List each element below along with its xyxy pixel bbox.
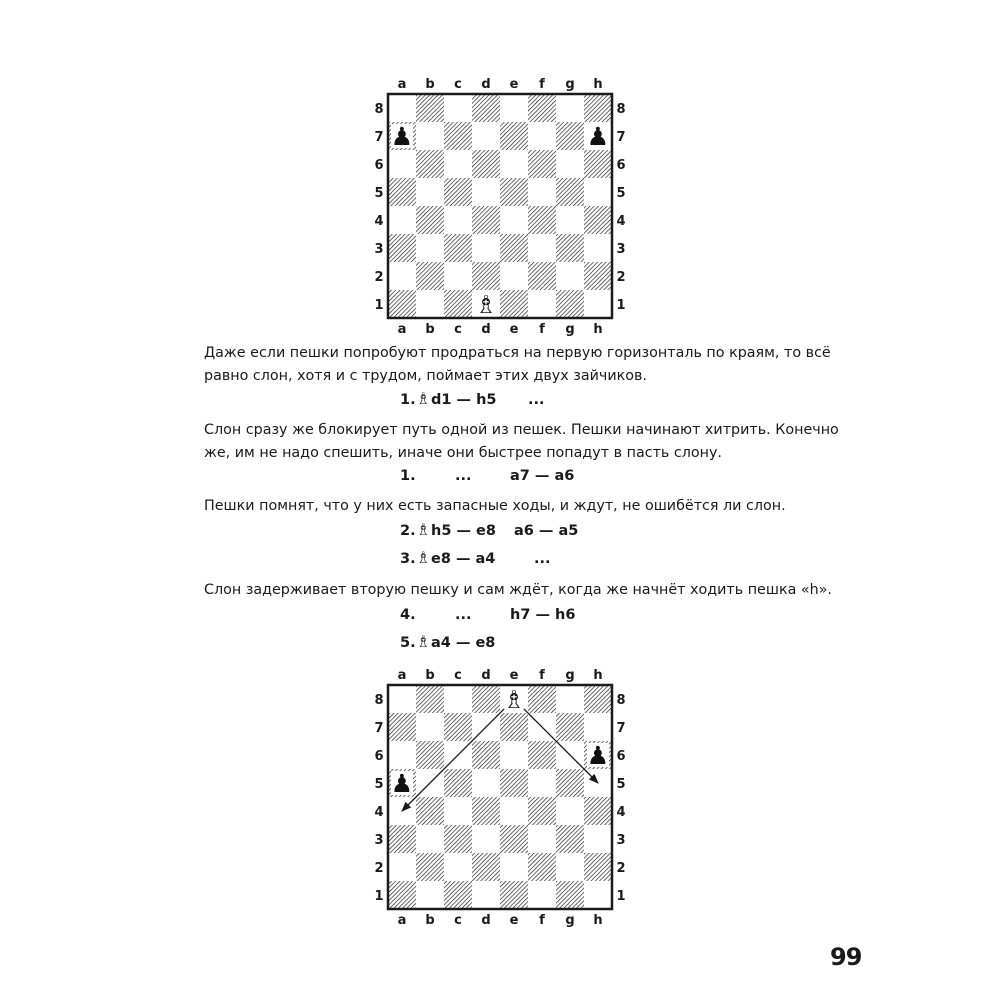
rank-label: 6 [374, 749, 384, 764]
dark-square [388, 881, 416, 909]
light-square [472, 178, 500, 206]
white-move: d1 — h5 [431, 392, 497, 408]
dark-square [528, 94, 556, 122]
light-square [556, 797, 584, 825]
light-square [556, 685, 584, 713]
rank-label: 1 [616, 298, 626, 313]
white-move: ... [455, 468, 472, 484]
file-label: c [454, 77, 462, 92]
bishop-figurine-icon: ♗ [416, 548, 431, 567]
black-move: ... [534, 551, 551, 567]
rank-label: 5 [616, 186, 626, 201]
dark-square [444, 234, 472, 262]
dark-square [528, 741, 556, 769]
light-square [500, 797, 528, 825]
file-label: a [397, 913, 407, 928]
move-number: 4. [400, 607, 416, 623]
white-bishop-icon: ♗ [474, 290, 498, 319]
dark-square [472, 206, 500, 234]
light-square [388, 741, 416, 769]
rank-label: 7 [374, 721, 384, 736]
dark-square [556, 122, 584, 150]
light-square [472, 234, 500, 262]
dark-square [556, 290, 584, 318]
dark-square [556, 769, 584, 797]
light-square [500, 853, 528, 881]
dark-square [528, 853, 556, 881]
light-square [416, 178, 444, 206]
dark-square [500, 825, 528, 853]
light-square [528, 122, 556, 150]
dark-square [528, 262, 556, 290]
light-square [416, 122, 444, 150]
black-pawn-icon: ♟ [586, 122, 610, 151]
rank-label: 2 [374, 861, 384, 876]
light-square [388, 685, 416, 713]
dark-square [388, 290, 416, 318]
file-label: h [593, 913, 603, 928]
rank-label: 8 [616, 102, 626, 117]
light-square [528, 234, 556, 262]
dark-square [388, 178, 416, 206]
dark-square [584, 853, 612, 881]
rank-label: 4 [616, 805, 626, 820]
dark-square [584, 94, 612, 122]
dark-square [584, 206, 612, 234]
file-label: d [481, 913, 491, 928]
dark-square [500, 290, 528, 318]
rank-label: 6 [616, 158, 626, 173]
dark-square [528, 206, 556, 234]
rank-label: 3 [374, 242, 384, 257]
file-label: f [539, 913, 545, 928]
dark-square [416, 741, 444, 769]
white-move: ... [455, 607, 472, 623]
file-label: d [481, 322, 491, 337]
rank-label: 4 [374, 214, 384, 229]
dark-square [472, 685, 500, 713]
light-square [444, 853, 472, 881]
black-pawn-icon: ♟ [390, 769, 414, 798]
file-label: h [593, 668, 603, 683]
light-square [500, 94, 528, 122]
dark-square [444, 769, 472, 797]
move-number: 2. [400, 523, 416, 539]
dark-square [472, 150, 500, 178]
dark-square [472, 797, 500, 825]
rank-label: 2 [616, 861, 626, 876]
black-move: a6 — a5 [514, 523, 579, 539]
light-square [388, 206, 416, 234]
light-square [500, 206, 528, 234]
file-label: b [425, 77, 435, 92]
paragraph-line: Слон сразу же блокирует путь одной из пешек. Пешки начинают хитрить. Конечно [204, 422, 839, 438]
light-square [388, 150, 416, 178]
dark-square [388, 713, 416, 741]
light-square [584, 825, 612, 853]
paragraph-line: Слон задерживает вторую пешку и сам ждёт, когда же начнёт ходить пешка «h». [204, 582, 832, 598]
file-label: f [539, 668, 545, 683]
light-square [472, 122, 500, 150]
light-square [584, 178, 612, 206]
light-square [528, 881, 556, 909]
dark-square [416, 685, 444, 713]
light-square [472, 769, 500, 797]
dark-square [556, 234, 584, 262]
file-label: e [509, 913, 519, 928]
dark-square [556, 178, 584, 206]
rank-label: 2 [374, 270, 384, 285]
dark-square [500, 234, 528, 262]
file-label: c [454, 913, 462, 928]
chessboard [360, 75, 626, 337]
white-move: e8 — a4 [431, 551, 496, 567]
rank-label: 7 [616, 721, 626, 736]
white-move: a4 — e8 [431, 635, 496, 651]
light-square [444, 150, 472, 178]
light-square [584, 290, 612, 318]
dark-square [444, 825, 472, 853]
dark-square [500, 122, 528, 150]
light-square [584, 713, 612, 741]
dark-square [472, 853, 500, 881]
rank-label: 4 [374, 805, 384, 820]
light-square [388, 262, 416, 290]
dark-square [444, 122, 472, 150]
dark-square [416, 94, 444, 122]
rank-label: 2 [616, 270, 626, 285]
paragraph-line: же, им не надо спешить, иначе они быстрее попадут в пасть слону. [204, 444, 722, 461]
dark-square [528, 685, 556, 713]
light-square [500, 741, 528, 769]
file-label: g [565, 77, 575, 92]
light-square [528, 290, 556, 318]
light-square [444, 797, 472, 825]
file-label: d [481, 77, 491, 92]
move-number: 5. [400, 635, 416, 651]
rank-label: 8 [374, 693, 384, 708]
light-square [388, 94, 416, 122]
dark-square [444, 713, 472, 741]
rank-label: 5 [616, 777, 626, 792]
file-label: e [509, 668, 519, 683]
file-label: a [397, 322, 407, 337]
black-pawn-icon: ♟ [586, 741, 610, 770]
file-label: b [425, 668, 435, 683]
dark-square [556, 825, 584, 853]
rank-label: 3 [616, 833, 626, 848]
dark-square [416, 262, 444, 290]
dark-square [500, 713, 528, 741]
dark-square [584, 685, 612, 713]
rank-label: 3 [374, 833, 384, 848]
dark-square [500, 769, 528, 797]
light-square [444, 685, 472, 713]
dark-square [472, 94, 500, 122]
file-label: c [454, 322, 462, 337]
dark-square [444, 881, 472, 909]
rank-label: 7 [374, 130, 384, 145]
paragraph-line: Пешки помнят, что у них есть запасные ходы, и ждут, не ошибётся ли слон. [204, 498, 786, 514]
light-square [556, 206, 584, 234]
file-label: g [565, 668, 575, 683]
black-move: a7 — a6 [510, 468, 575, 484]
rank-label: 1 [616, 889, 626, 904]
light-square [556, 150, 584, 178]
black-move: ... [528, 392, 545, 408]
rank-label: 7 [616, 130, 626, 145]
file-label: h [593, 77, 603, 92]
light-square [472, 825, 500, 853]
light-square [584, 881, 612, 909]
dark-square [500, 881, 528, 909]
rank-label: 5 [374, 186, 384, 201]
file-label: b [425, 322, 435, 337]
light-square [500, 150, 528, 178]
file-label: e [509, 322, 519, 337]
light-square [444, 94, 472, 122]
paragraph-2 [204, 419, 839, 464]
light-square [500, 262, 528, 290]
file-label: g [565, 322, 575, 337]
light-square [416, 234, 444, 262]
light-square [416, 825, 444, 853]
file-label: a [397, 77, 407, 92]
dark-square [472, 741, 500, 769]
file-label: h [593, 322, 603, 337]
dark-square [472, 262, 500, 290]
file-label: g [565, 913, 575, 928]
rank-label: 8 [616, 693, 626, 708]
dark-square [584, 262, 612, 290]
paragraph-1 [204, 342, 831, 387]
dark-square [416, 150, 444, 178]
light-square [556, 262, 584, 290]
dark-square [416, 797, 444, 825]
rank-label: 4 [616, 214, 626, 229]
light-square [388, 853, 416, 881]
rank-label: 6 [616, 749, 626, 764]
dark-square [584, 150, 612, 178]
dark-square [388, 825, 416, 853]
file-label: f [539, 77, 545, 92]
light-square [444, 262, 472, 290]
light-square [416, 713, 444, 741]
dark-square [556, 713, 584, 741]
bishop-figurine-icon: ♗ [416, 520, 431, 539]
chess-diagram-1 [360, 75, 626, 337]
dark-square [556, 881, 584, 909]
rank-label: 1 [374, 298, 384, 313]
light-square [528, 769, 556, 797]
chessboard [360, 666, 626, 928]
rank-label: 8 [374, 102, 384, 117]
dark-square [444, 178, 472, 206]
file-label: e [509, 77, 519, 92]
file-label: c [454, 668, 462, 683]
light-square [472, 881, 500, 909]
rank-label: 5 [374, 777, 384, 792]
rank-label: 3 [616, 242, 626, 257]
bishop-figurine-icon: ♗ [416, 632, 431, 651]
dark-square [528, 150, 556, 178]
light-square [528, 825, 556, 853]
chess-diagram-2 [360, 666, 626, 928]
file-label: b [425, 913, 435, 928]
light-square [528, 178, 556, 206]
bishop-figurine-icon: ♗ [416, 389, 431, 408]
move-number: 3. [400, 551, 416, 567]
paragraph-3 [204, 495, 804, 518]
move-number: 1. [400, 392, 416, 408]
paragraph-line: Даже если пешки попробуют продраться на первую горизонталь по краям, то всё [204, 345, 831, 361]
black-pawn-icon: ♟ [390, 122, 414, 151]
white-bishop-icon: ♗ [502, 685, 526, 714]
light-square [416, 290, 444, 318]
paragraph-4 [204, 579, 832, 602]
dark-square [528, 797, 556, 825]
file-label: f [539, 322, 545, 337]
dark-square [416, 206, 444, 234]
move-number: 1. [400, 468, 416, 484]
dark-square [444, 290, 472, 318]
light-square [416, 881, 444, 909]
page-number: 99 [830, 943, 862, 971]
white-move: h5 — e8 [431, 523, 496, 539]
dark-square [388, 234, 416, 262]
dark-square [416, 853, 444, 881]
light-square [556, 94, 584, 122]
black-move: h7 — h6 [510, 607, 576, 623]
dark-square [584, 797, 612, 825]
light-square [584, 234, 612, 262]
rank-label: 1 [374, 889, 384, 904]
rank-label: 6 [374, 158, 384, 173]
file-label: a [397, 668, 407, 683]
file-label: d [481, 668, 491, 683]
paragraph-line: равно слон, хотя и с трудом, поймает этих двух зайчиков. [204, 367, 647, 384]
light-square [444, 206, 472, 234]
dark-square [500, 178, 528, 206]
light-square [556, 853, 584, 881]
